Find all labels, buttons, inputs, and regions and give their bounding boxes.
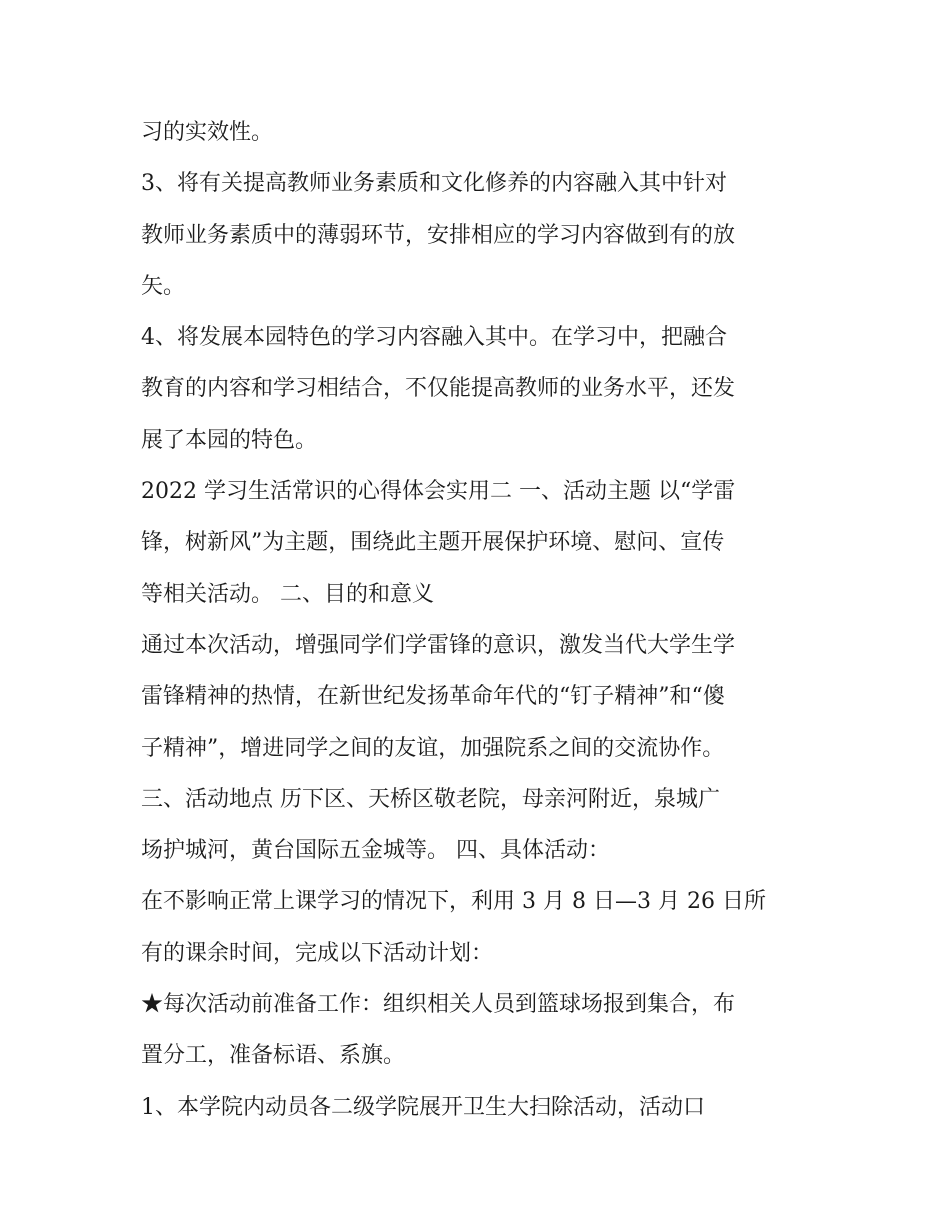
text-line: 三、活动地点 历下区、天桥区敬老院，母亲河附近，泉城广 (141, 786, 720, 812)
text-line: 雷锋精神的热情，在新世纪发扬革命年代的“钉子精神”和“傻 (141, 684, 725, 710)
text-line: 置分工，准备标语、系旗。 (141, 1043, 406, 1069)
text-line: 2022 学习生活常识的心得体会实用二 一、活动主题 以“学雷 (141, 479, 736, 505)
text-line: 锋，树新风”为主题，围绕此主题开展保护环境、慰问、宣传 (141, 530, 725, 556)
text-line: 展了本园的特色。 (141, 427, 318, 453)
text-line: 场护城河，黄台国际五金城等。 四、具体活动： (141, 838, 610, 864)
text-line: 3、将有关提高教师业务素质和文化修养的内容融入其中针对 (141, 171, 727, 197)
text-line: 子精神”，增进同学之间的友谊，加强院系之间的交流协作。 (141, 735, 725, 761)
text-line: 通过本次活动，增强同学们学雷锋的意识，激发当代大学生学 (141, 632, 736, 658)
document-body (141, 107, 821, 1133)
text-line: 4、将发展本园特色的学习内容融入其中。在学习中，把融合 (141, 325, 727, 351)
text-line: 矢。 (141, 273, 186, 299)
text-line: 教师业务素质中的薄弱环节，安排相应的学习内容做到有的放 (141, 222, 736, 248)
text-line: 教育的内容和学习相结合，不仅能提高教师的业务水平，还发 (141, 376, 736, 402)
text-line: 在不影响正常上课学习的情况下，利用 3 月 8 日—3 月 26 日所 (141, 889, 766, 915)
text-line: ★每次活动前准备工作：组织相关人员到篮球场报到集合，布 (141, 992, 736, 1018)
text-line: 1、本学院内动员各二级学院展开卫生大扫除活动，活动口 (141, 1094, 705, 1120)
text-line: 有的课余时间，完成以下活动计划： (141, 940, 494, 966)
text-line: 习的实效性。 (141, 120, 274, 145)
text-line: 等相关活动。 二、目的和意义 (141, 581, 434, 607)
